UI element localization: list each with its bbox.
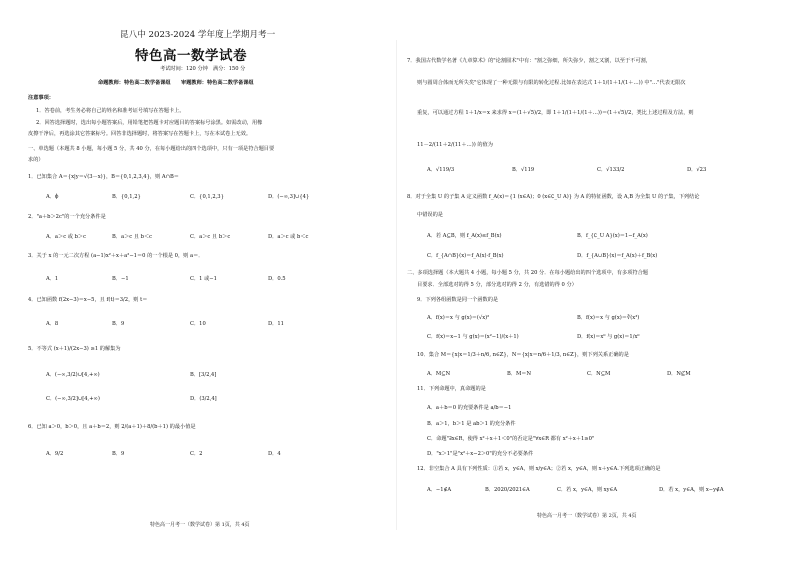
q6-stem: 6．已知 a＞0，b＞0，且 a＋b＝2，则 2/(a＋1)＋8/(b＋1) 的最小值是 xyxy=(28,424,196,430)
q7-line-1: 7．我国古代数学名著《九章算术》的"论割圆术"中有："割之弥细，所失弥少，割之又割，以至于不可割， xyxy=(407,58,651,64)
q3-option-b: B．−1 xyxy=(112,276,129,282)
q8-option-c: C．f_{A∩B}(x)＝f_A(x)·f_B(x) xyxy=(427,253,504,259)
notice-heading: 注意事项： xyxy=(28,95,54,101)
section2-heading-cont: 目要求．全部选对的得 5 分，部分选对的得 2 分，有选错的得 0 分） xyxy=(417,282,577,288)
q9-stem: 9．下列各组函数是同一个函数的是 xyxy=(417,297,499,303)
authors: 命题教师：特色高二数学备课组 审题教师：特色高二数学备课组 xyxy=(98,80,254,86)
q12-stem: 12．非空集合 A 具有下列性质：①若 x，y∈A，则 x/y∈A；②若 x，y∈A，则 x＋y∈A.下列选项正确的是 xyxy=(417,466,661,472)
q8-line-1: 8．对于全集 U 的子集 A 定义函数 f_A(x)＝{1 (x∈A)；0 (x∈∁_U A)} 为 A 的特征函数，设 A,B 为全集 U 的子集，下列结论 xyxy=(407,194,700,200)
q9-option-b: B．f(x)＝x 与 g(x)＝∛(x³) xyxy=(577,315,640,321)
section1-heading-cont: 求的） xyxy=(28,157,44,163)
q6-option-b: B．9 xyxy=(112,451,125,457)
q7-option-d: D．√23 xyxy=(687,167,707,173)
q9-option-d: D．f(x)＝x⁰ 与 g(x)＝1/x⁰ xyxy=(577,334,640,340)
q5-option-d: D．(3/2,4] xyxy=(190,396,217,402)
notice-1: 1．答卷前，考生务必将自己的姓名和准考证号填写在答题卡上。 xyxy=(36,108,185,114)
q3-option-d: D．0.5 xyxy=(268,276,286,282)
q3-option-c: C．1 或−1 xyxy=(190,276,217,282)
q10-option-b: B．M＝N xyxy=(507,371,532,377)
q4-option-b: B．9 xyxy=(112,321,125,327)
q6-option-a: A．9/2 xyxy=(46,451,64,457)
right-page xyxy=(397,0,794,561)
q11-option-b: B．a＞1，b＞1 是 ab＞1 的充分条件 xyxy=(427,421,516,427)
q12-option-c: C．若 x，y∈A，则 xy∈A xyxy=(557,487,618,493)
left-page-footer: 特色高一月考一（数学试卷）第 1页，共 4页 xyxy=(150,522,250,528)
q3-stem: 3．关于 x 的一元二次方程 (a−1)x²＋x＋a²−1＝0 的一个根是 0，则 a＝． xyxy=(28,253,204,259)
q1-option-d: D．(−∞,3]∪{4} xyxy=(268,194,310,200)
q4-option-d: D．11 xyxy=(268,321,284,327)
q6-option-c: C．2 xyxy=(190,451,203,457)
q12-option-a: A．−1∉A xyxy=(427,487,452,493)
q7-line-4: 11－2/(11＋2/(11＋…)) 的值为 xyxy=(417,142,493,148)
q1-option-c: C．{0,1,2,3} xyxy=(190,194,224,200)
q9-option-a: A．f(x)＝x 与 g(x)＝(√x)² xyxy=(427,315,490,321)
q7-option-c: C．√133/2 xyxy=(597,167,625,173)
q5-option-c: C．(−∞,3/2]∪[4,+∞) xyxy=(46,396,100,402)
q3-option-a: A．1 xyxy=(46,276,59,282)
q6-option-d: D．4 xyxy=(268,451,281,457)
school-title: 昆八中 2023-2024 学年度上学期月考一 xyxy=(120,30,276,40)
time-score: 考试时间：120 分钟 满分：150 分 xyxy=(160,66,246,72)
q4-option-a: A．8 xyxy=(46,321,59,327)
q4-option-c: C．10 xyxy=(190,321,206,327)
notice-3: 皮擦干净后，再选涂其它答案标号。回答非选择题时，将答案写在答题卡上，写在本试卷上无效。 xyxy=(28,131,252,137)
q12-option-b: B．2020/2021∈A xyxy=(485,487,530,493)
q9-option-c: C．f(x)＝x−1 与 g(x)＝(x²−1)/(x＋1) xyxy=(427,334,519,340)
q11-option-d: D．"x＞1"是"x²＋x−2＞0"的充分不必要条件 xyxy=(427,451,534,457)
paper-title: 特色高一数学试卷 xyxy=(135,48,247,64)
q7-line-2: 则与圆周合体而无所失矣"它体现了一种无限与有限的转化过程.比如在表达式 1＋1/(1＋1/(1＋…)) 中"…"代表无限次 xyxy=(417,80,686,86)
q7-option-b: B．√119 xyxy=(512,167,535,173)
q4-stem: 4．已知函数 f(2x−3)＝x−5，且 f(t)＝3/2，则 t＝ xyxy=(28,297,148,303)
q2-option-d: D．a＞c 或 b＜c xyxy=(268,234,309,240)
q8-option-a: A．若 A⊆B，则 f_A(x)≤f_B(x) xyxy=(427,233,502,239)
q1-option-a: A．ϕ xyxy=(46,194,59,200)
q1-option-b: B．{0,1,2} xyxy=(112,194,141,200)
q10-stem: 10．集合 M＝{x|x＝1/3＋n/6, n∈Z}，N＝{x|x＝n/6＋1/3, n∈Z}，则下列关系正确的是 xyxy=(417,352,629,358)
q7-line-3: 重复，可以通过方程 1＋1/x＝x 来求得 x＝(1＋√5)/2，即 1＋1/(1＋1/(1＋…))＝(1＋√5)/2，类比上述过程及方法，则 xyxy=(417,110,694,116)
q8-option-d: D．f_{A∪B}(x)＝f_A(x)＋f_B(x) xyxy=(577,253,658,259)
q7-option-a: A．√119/3 xyxy=(427,167,455,173)
q2-option-b: B．a＞c 且 b＜c xyxy=(112,234,153,240)
q11-option-c: C．命题"∃x∈R，使得 x²＋x＋1＜0"的否定是"∀x∈R 都有 x²＋x＋1≥0" xyxy=(427,436,595,442)
q2-stem: 2．"a＋b＞2c"的一个充分条件是 xyxy=(28,214,106,220)
q5-stem: 5．不等式 (x＋1)/(2x−3) ≥1 的解集为 xyxy=(28,346,121,352)
q11-stem: 11．下列命题中，真命题的是 xyxy=(417,386,486,392)
q10-option-c: C．N⊆M xyxy=(587,371,611,377)
q2-option-c: C．a＞c 且 b＞c xyxy=(190,234,231,240)
right-page-footer: 特色高一月考一（数学试卷）第 2页，共 4页 xyxy=(537,513,637,519)
notice-2: 2．回答选择题时，选出每小题答案后，用铅笔把答题卡对应题目的答案标号涂黑。如需改动，用橡 xyxy=(36,120,263,126)
q10-option-d: D．N⊈M xyxy=(667,371,691,377)
q5-option-b: B．[3/2,4] xyxy=(190,372,217,378)
q1-stem: 1．已知集合 A＝{x|y＝√(3－x)}，B＝{0,1,2,3,4}，则 A∩B＝ xyxy=(28,174,179,180)
q2-option-a: A．a＞c 或 b＞c xyxy=(46,234,87,240)
q8-option-b: B．f_{∁_U A}(x)＝1−f_A(x) xyxy=(577,233,648,239)
q8-line-2: 中错误的是 xyxy=(417,212,443,218)
q10-option-a: A．M⊆N xyxy=(427,371,451,377)
section1-heading: 一、单选题（本题共 8 小题，每小题 5 分，共 40 分，在每小题给出的四个选项中，只有一项是符合题目要 xyxy=(28,146,275,152)
q5-option-a: A．(−∞,3/2)∪[4,+∞) xyxy=(46,372,100,378)
section2-heading: 二、多项选择题（本大题共 4 小题，每小题 5 分，共 20 分．在每小题给出的四个选项中，有多项符合题 xyxy=(407,270,648,276)
q12-option-d: D．若 x，y∈A，则 x−y∉A xyxy=(659,487,724,493)
q11-option-a: A．a＋b＝0 的充要条件是 a/b＝−1 xyxy=(427,405,512,411)
